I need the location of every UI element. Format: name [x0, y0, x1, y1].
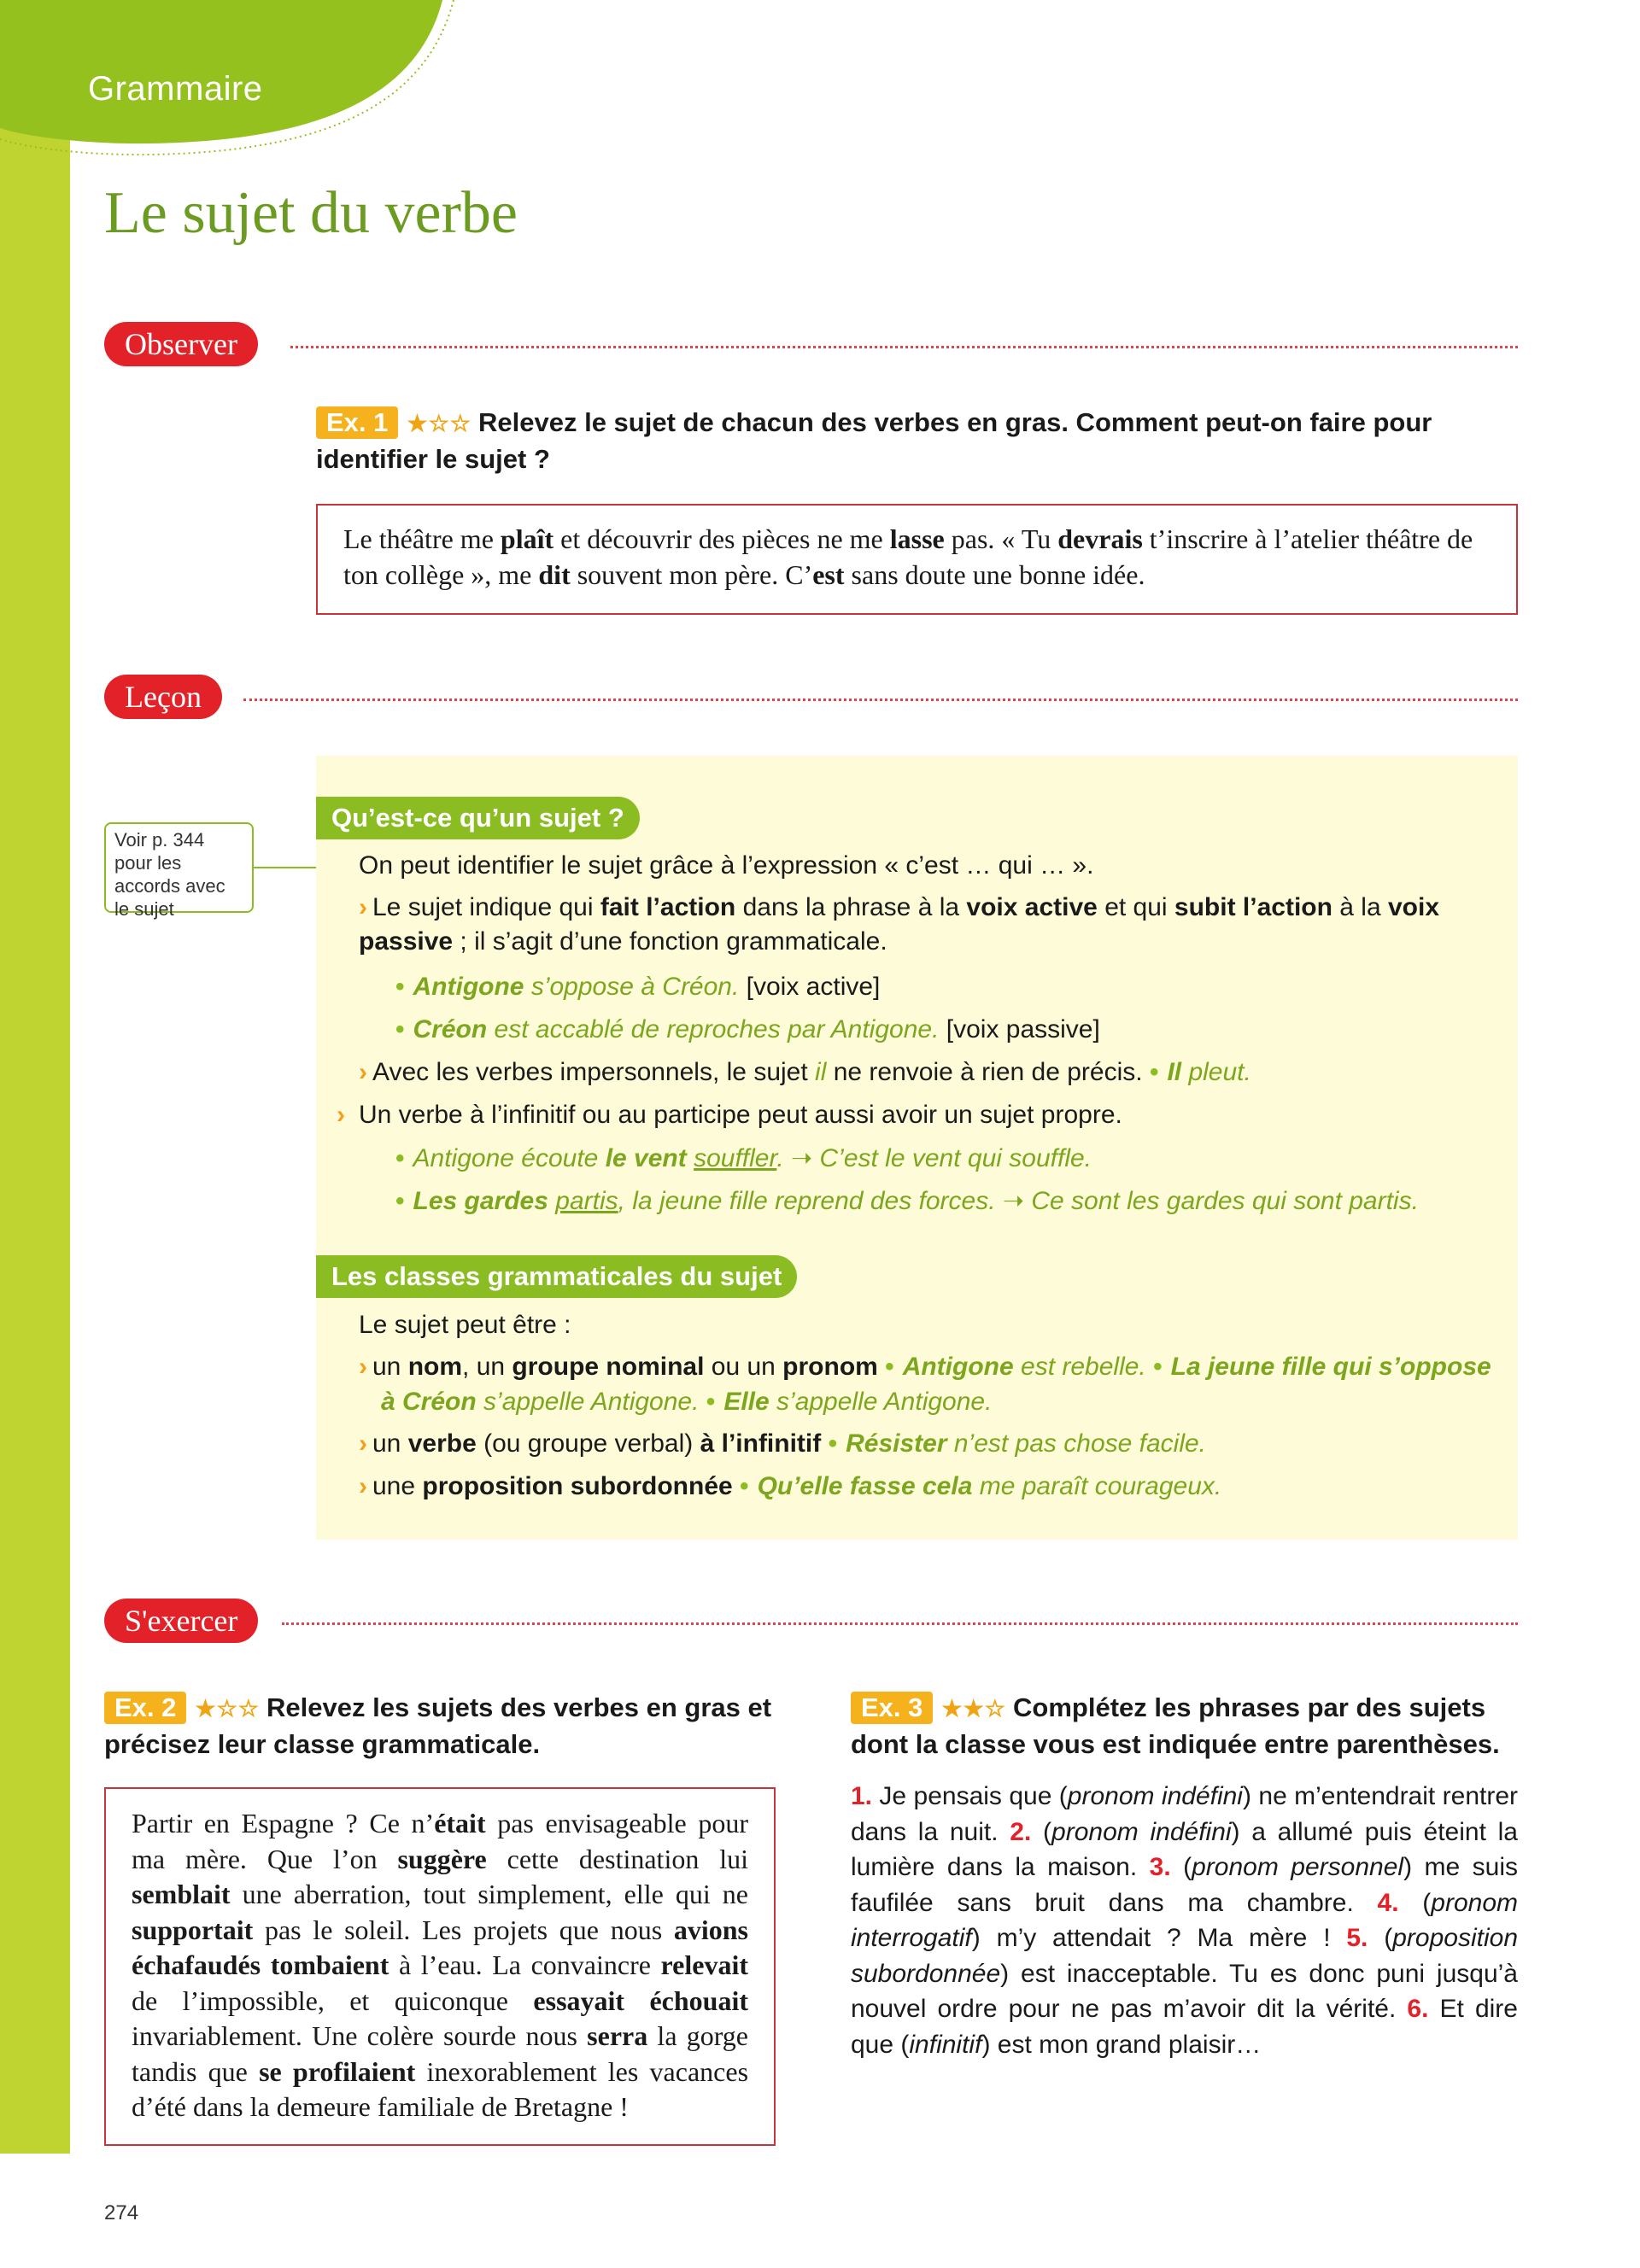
page-title: Le sujet du verbe — [104, 180, 518, 246]
ex3-badge: Ex. 3 — [851, 1692, 933, 1724]
side-note-connector — [254, 867, 316, 868]
ex1-badge: Ex. 1 — [316, 406, 398, 439]
difficulty-stars-icon: ★☆☆ — [195, 1696, 261, 1721]
section-pill-lecon: Leçon — [104, 675, 222, 719]
ex1-heading — [316, 405, 1518, 477]
lesson-intro: On peut identifier le sujet grâce à l’expression « c’est … qui … ». — [359, 851, 1094, 880]
ex2-badge: Ex. 2 — [104, 1692, 186, 1724]
section-divider — [282, 1622, 1518, 1625]
section-pill-sexercer: S'exercer — [104, 1599, 258, 1643]
lesson-point: › une proposition subordonnée • Qu’elle fasse cela me paraît courageux. — [359, 1472, 1222, 1500]
lesson-intro: Le sujet peut être : — [359, 1311, 571, 1339]
section-divider — [243, 699, 1518, 701]
side-note: Voir p. 344 pour les accords avec le sujet — [104, 822, 254, 913]
lesson-example: • Antigone s’oppose à Créon. [voix active] — [395, 973, 881, 1001]
lesson-heading-1: Qu’est-ce qu’un sujet ? — [316, 797, 640, 839]
lesson-example: • Créon est accablé de reproches par Antigone. [voix passive] — [395, 1015, 1100, 1043]
ex2-instruction: Relevez les sujets des verbes en gras et précisez leur classe grammaticale. — [104, 1692, 772, 1759]
section-pill-observer: Observer — [104, 322, 258, 366]
ex3-text: 1. Je pensais que (pronom indéfini) ne m’entendrait rentrer dans la nuit. 2. (pronom indéfini) a allumé puis éteint la lumière dans la maison. 3. (pronom personnel) me suis faufilée sans bruit dans ma chambre. 4. (pronom interrogatif) m’y attendait ? Ma mère ! 5. (proposition subordonnée) est inacceptable. Tu es donc puni jusqu’à nouvel ordre pour ne pas m’avoir dit la vérité. 6. Et dire que (infinitif) est mon grand plaisir… — [851, 1782, 1519, 2059]
lesson-point: Un verbe à l’infinitif ou au participe peut aussi avoir un sujet propre. — [359, 1101, 1122, 1129]
ex3-heading — [851, 1690, 1518, 1762]
ex1-instruction: Relevez le sujet de chacun des verbes en gras. Comment peut-on faire pour identifier le sujet ? — [316, 407, 1432, 474]
ex1-text: Le théâtre me plaît et découvrir des pièces ne me lasse pas. « Tu devrais t’inscrire à l’atelier théâtre de ton collège », me dit souvent mon père. C’est sans doute une bonne idée. — [343, 523, 1473, 590]
section-divider — [290, 346, 1518, 348]
difficulty-stars-icon: ★★☆ — [941, 1696, 1007, 1721]
lesson-example: • Les gardes partis, la jeune fille reprend des forces. ➝ Ce sont les gardes qui sont partis. — [395, 1187, 1419, 1215]
lesson-point: › un nom, un groupe nominal ou un pronom • Antigone est rebelle. • La jeune fille qui s’oppose — [359, 1353, 1491, 1381]
ex1-text-box — [316, 504, 1518, 615]
lesson-point: › Le sujet indique qui fait l’action dans la phrase à la voix active et qui subit l’action à la voix passive ; il s’agit d’une fonction grammaticale. — [359, 893, 1440, 956]
chapter-label: Grammaire — [88, 70, 263, 108]
ex2-heading — [104, 1690, 788, 1762]
lesson-point-continued: à Créon s’appelle Antigone. • Elle s’appelle Antigone. — [381, 1388, 993, 1416]
ex2-text: Partir en Espagne ? Ce n’était pas envisageable pour ma mère. Que l’on suggère cette destination lui semblait une aberration, tout simplement, elle qui ne supportait pas le soleil. Les projets que nous avions échafaudés tombaient à l’eau. La convaincre relevait de l’impossible, et quiconque essayait échouait invariablement. Une colère sourde nous serra la gorge tandis que se profilaient inexorablement les vacances d’été dans la demeure familiale de Bretagne ! — [132, 1808, 749, 2122]
lesson-example: • Antigone écoute le vent souffler. ➝ C’est le vent qui souffle. — [395, 1144, 1092, 1172]
lesson-point: › Avec les verbes impersonnels, le sujet il ne renvoie à rien de précis. • Il pleut. — [359, 1058, 1251, 1086]
lesson-point: › un verbe (ou groupe verbal) à l’infinitif • Résister n’est pas chose facile. — [359, 1429, 1207, 1458]
ex2-text-box — [104, 1787, 776, 2146]
page-number: 274 — [104, 2201, 139, 2224]
difficulty-stars-icon: ★☆☆ — [407, 411, 472, 436]
lesson-heading-2: Les classes grammaticales du sujet — [316, 1255, 797, 1298]
left-margin-band — [0, 0, 70, 2154]
ex3-instruction: Complétez les phrases par des sujets dont la classe vous est indiquée entre parenthèses. — [851, 1692, 1500, 1759]
